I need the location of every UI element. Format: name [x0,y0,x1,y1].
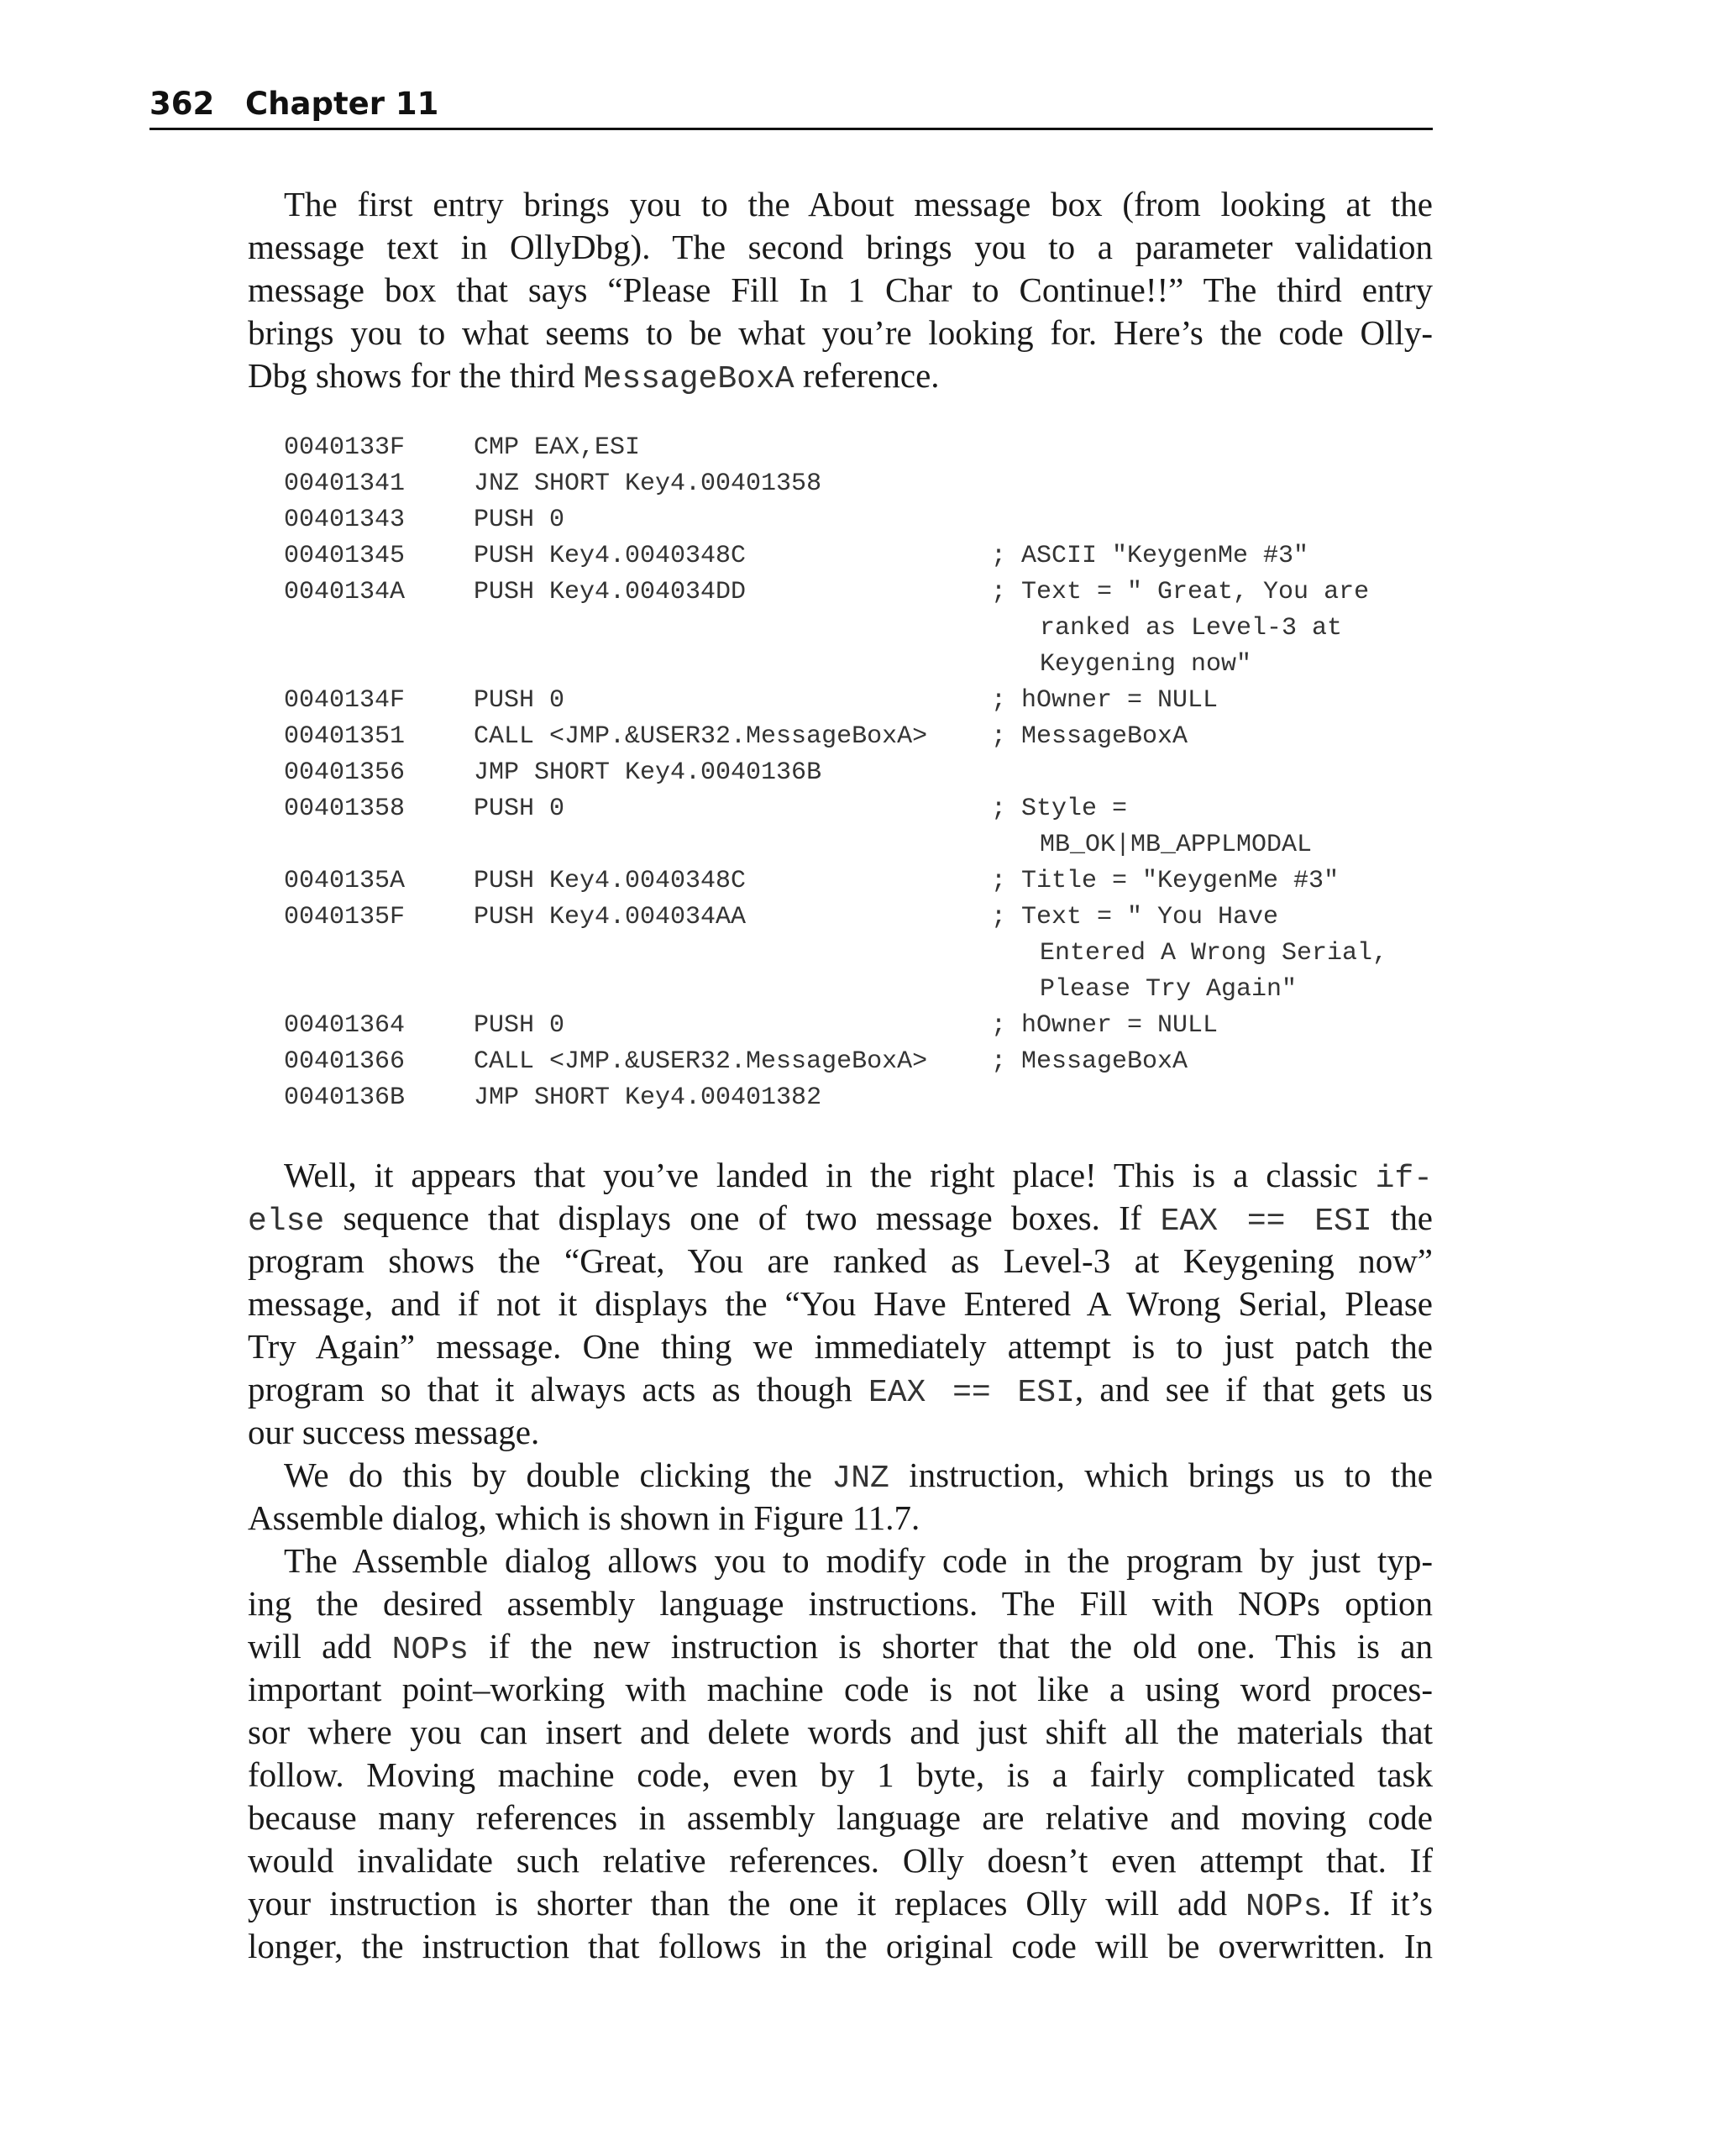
code-row: 0040134A PUSH Key4.004034DD ; Text = " Great, You are [284,578,1370,606]
code-row: Please Try Again" [1040,975,1298,1004]
code-row: 00401341 JNZ SHORT Key4.00401358 [284,469,822,498]
text-line: else sequence that displays one of two message boxes. If EAX == ESI the [248,1199,1433,1240]
code-row: 00401358 PUSH 0 ; Style = [284,795,1128,823]
text-line: message box that says “Please Fill In 1 Char to Continue!!” The third entry [248,270,1433,309]
text-line: follow. Moving machine code, even by 1 byte, is a fairly complicated task [248,1755,1433,1794]
text-line: your instruction is shorter than the one it replaces Olly will add NOPs. If it’s [248,1884,1433,1925]
code-row: 0040135A PUSH Key4.0040348C ; Title = "KeygenMe #3" [284,867,1340,895]
text-line: message text in OllyDbg). The second brings you to a parameter validation [248,228,1433,266]
text-line: Dbg shows for the third MessageBoxA reference. [248,356,940,397]
code-row: 0040134F PUSH 0 ; hOwner = NULL [284,686,1219,715]
text-line: The Assemble dialog allows you to modify code in the program by just typ- [284,1541,1433,1580]
text-line: program shows the “Great, You are ranked as Level-3 at Keygening now” [248,1241,1433,1280]
text-line: Assemble dialog, which is shown in Figure 11.7. [248,1498,920,1537]
inline-code: MessageBoxA [583,361,794,397]
text-line: will add NOPs if the new instruction is shorter that the old one. This is an [248,1627,1433,1668]
text-line: We do this by double clicking the JNZ instruction, which brings us to the [284,1456,1433,1497]
inline-code: JNZ [831,1461,889,1497]
code-row: 0040135F PUSH Key4.004034AA ; Text = " You Have [284,903,1279,931]
paragraph-jnz [248,1454,1433,1540]
text-line: brings you to what seems to be what you’re looking for. Here’s the code Olly- [248,313,1433,352]
text-line: sor where you can insert and delete words and just shift all the materials that [248,1713,1433,1751]
code-row: 0040136B JMP SHORT Key4.00401382 [284,1083,822,1112]
chapter-title: Chapter 11 [245,86,439,122]
text-line: program so that it always acts as though EAX == ESI, and see if that gets us [248,1370,1433,1411]
code-row: MB_OK|MB_APPLMODAL [1040,831,1313,859]
code-row: ranked as Level-3 at [1040,614,1343,643]
inline-code: else [248,1204,325,1240]
running-header [149,81,1433,130]
inline-code: NOPs [1245,1889,1323,1925]
code-row: 00401351 CALL <JMP.&USER32.MessageBoxA> ; MessageBoxA [284,722,1188,751]
code-row: 00401364 PUSH 0 ; hOwner = NULL [284,1011,1219,1040]
paragraph-analysis [248,1154,1433,1454]
inline-code: EAX == ESI [1160,1204,1372,1240]
code-row: 00401345 PUSH Key4.0040348C ; ASCII "KeygenMe #3" [284,542,1309,570]
inline-code: if- [1375,1161,1433,1197]
page-number: 362 [149,86,215,122]
code-row: 00401366 CALL <JMP.&USER32.MessageBoxA> ; MessageBoxA [284,1047,1188,1076]
inline-code: NOPs [391,1632,469,1668]
text-line: our success message. [248,1413,540,1451]
text-line: because many references in assembly language are relative and moving code [248,1798,1433,1837]
text-line: longer, the instruction that follows in the original code will be overwritten. In [248,1927,1433,1965]
disassembly-listing [284,430,1433,1116]
code-row: Keygening now" [1040,650,1252,679]
code-row: 00401356 JMP SHORT Key4.0040136B [284,758,822,787]
text-line: Well, it appears that you’ve landed in the right place! This is a classic if- [284,1156,1433,1197]
text-line: Try Again” message. One thing we immediately attempt is to just patch the [248,1327,1433,1366]
text-line: important point–working with machine code is not like a using word proces- [248,1670,1433,1708]
text-line: message, and if not it displays the “You Have Entered A Wrong Serial, Please [248,1284,1433,1323]
inline-code: EAX == ESI [868,1375,1075,1411]
code-row: 00401343 PUSH 0 [284,506,565,534]
paragraph-intro [248,183,1433,397]
text-line: ing the desired assembly language instructions. The Fill with NOPs option [248,1584,1433,1623]
paragraph-assemble [248,1540,1433,1968]
code-row: Entered A Wrong Serial, [1040,939,1388,968]
text-line: The first entry brings you to the About message box (from looking at the [284,185,1433,223]
text-line: would invalidate such relative references. Olly doesn’t even attempt that. If [248,1841,1433,1880]
code-row: 0040133F CMP EAX,ESI [284,433,641,462]
